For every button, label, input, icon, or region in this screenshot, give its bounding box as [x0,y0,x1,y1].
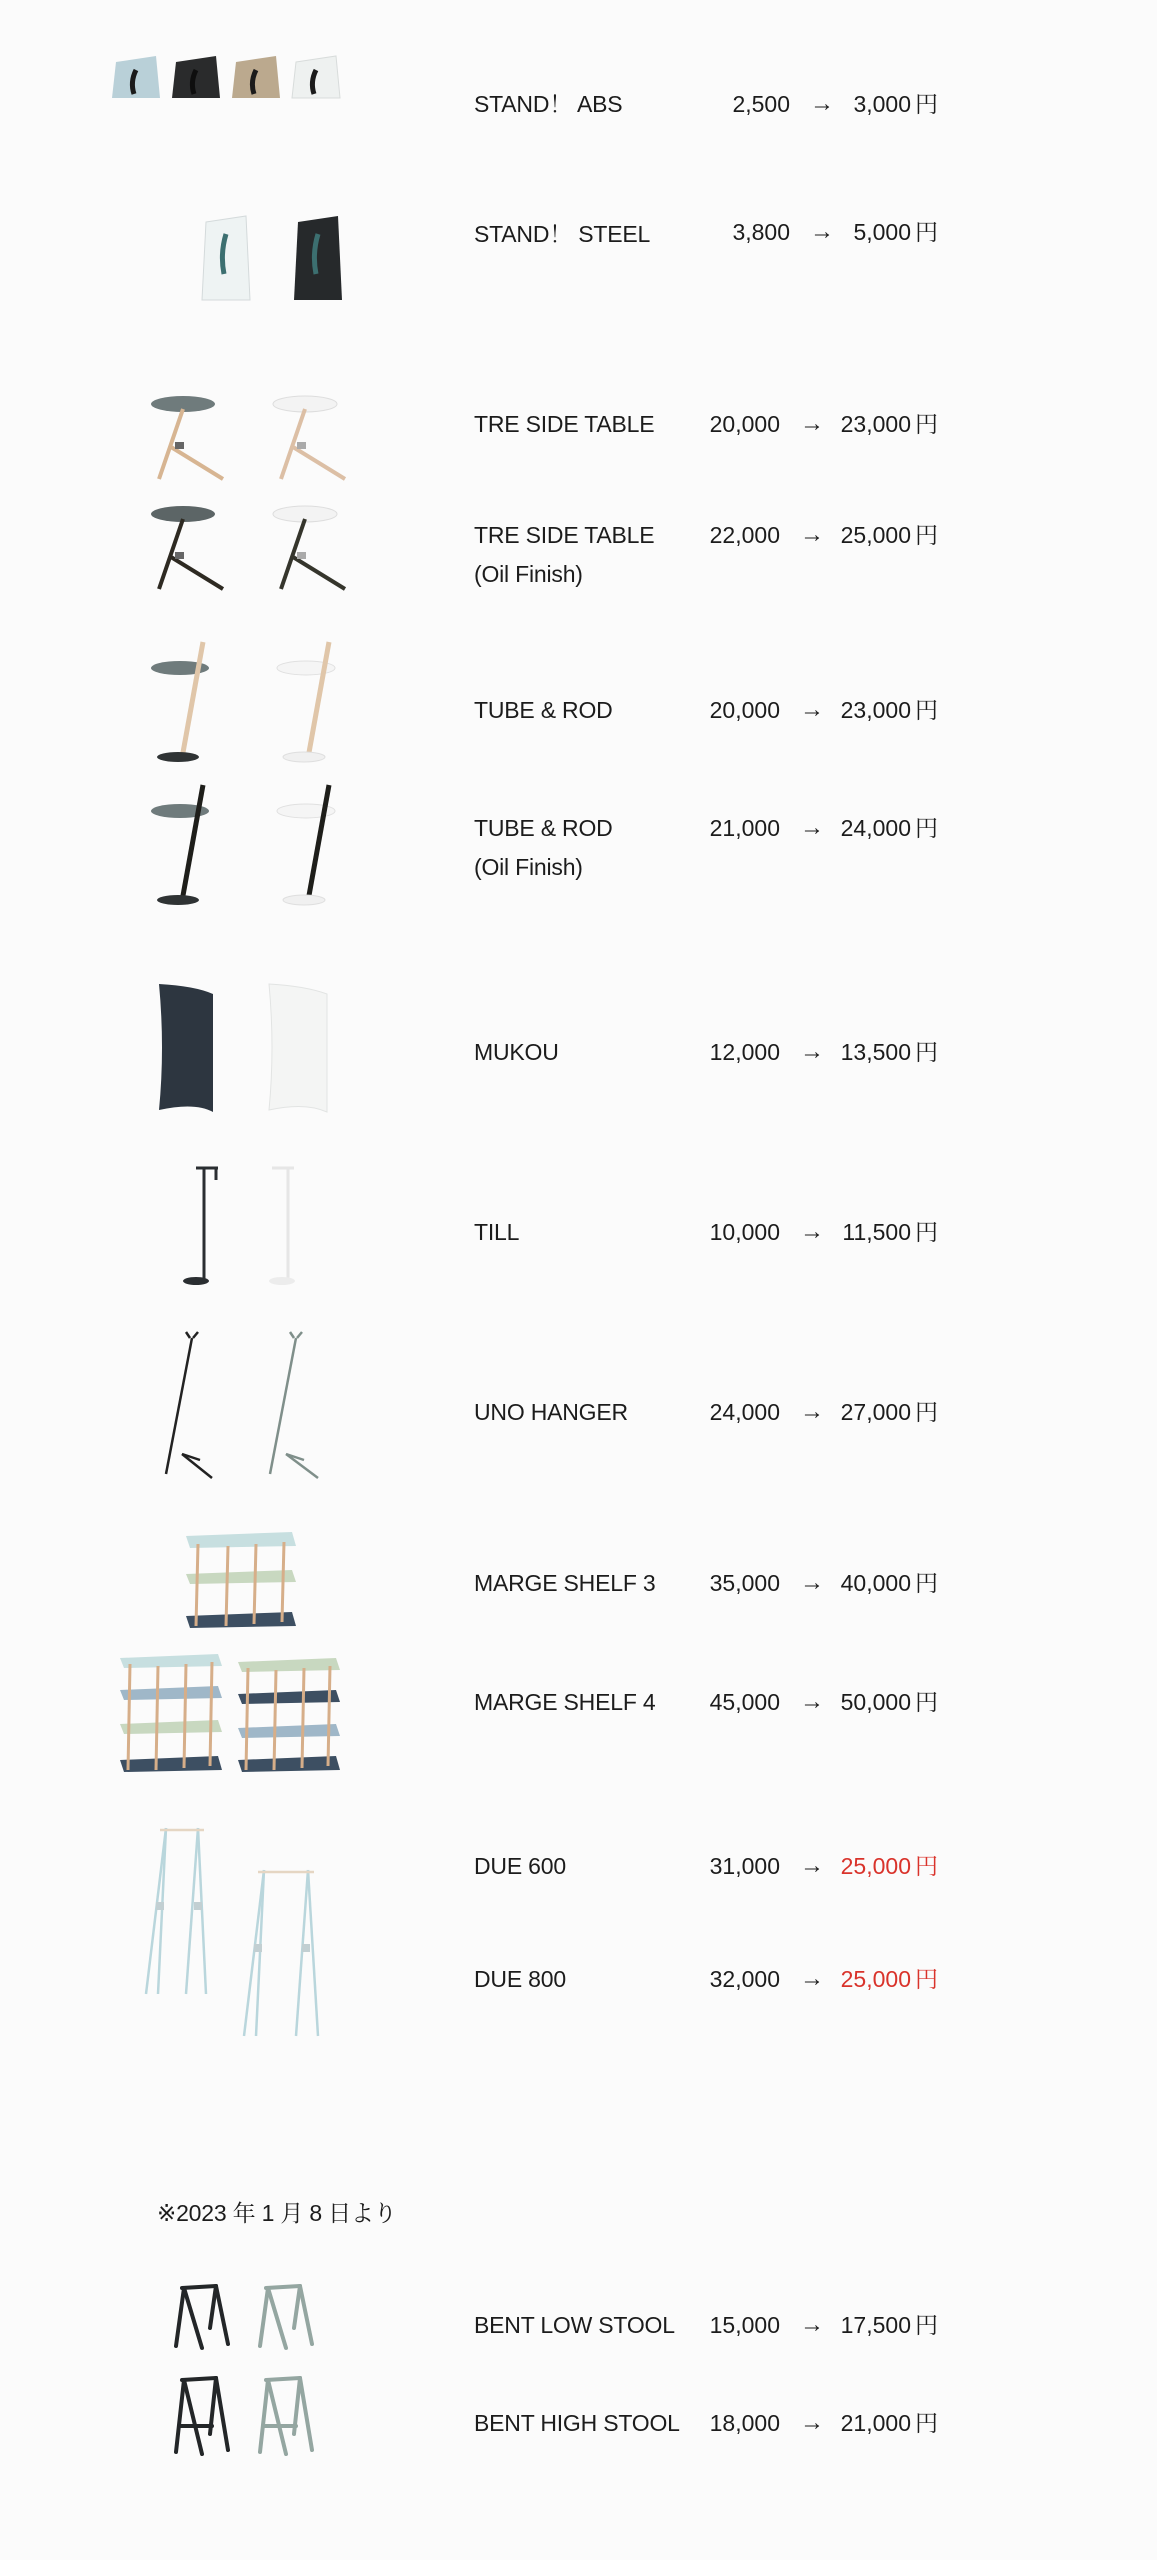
sale-price: 25,000 円 [840,1966,938,1992]
new-price: 21,000 円 [840,2410,938,2436]
new-price: 25,000 円 [840,522,938,548]
new-price: 27,000 円 [840,1399,938,1425]
arrow: → [800,1852,824,1879]
arrow: → [800,2311,824,2338]
old-price: 24,000 [709,1399,780,1425]
product-name: MARGE SHELF 4 [474,1689,656,1715]
new-price: 5,000 円 [853,219,938,245]
new-price: 24,000 円 [840,815,938,841]
product-name: TILL [474,1219,520,1245]
effective-date-note: ※2023 年 1 月 8 日より [157,2200,397,2226]
product-name: DUE 800 [474,1966,566,1992]
old-price: 35,000 [709,1570,780,1596]
arrow: → [800,2409,824,2436]
bent-low-stool-image [172,2282,322,2352]
product-name: DUE 600 [474,1853,566,1879]
tre-side-table-image [145,395,355,485]
old-price: 10,000 [709,1219,780,1245]
product-name: BENT HIGH STOOL [474,2410,680,2436]
new-price: 3,000 円 [853,91,938,117]
marge-shelf-3-image [182,1530,300,1634]
product-name: MARGE SHELF 3 [474,1570,656,1596]
sale-price: 25,000 円 [840,1853,938,1879]
marge-shelf-4-image [118,1652,346,1780]
old-price: 12,000 [709,1039,780,1065]
arrow: → [810,90,834,117]
old-price: 20,000 [709,411,780,437]
new-price: 23,000 円 [840,411,938,437]
old-price: 2,500 [732,91,790,117]
arrow: → [800,1038,824,1065]
new-price: 13,500 円 [840,1039,938,1065]
new-price: 50,000 円 [840,1689,938,1715]
old-price: 31,000 [709,1853,780,1879]
old-price: 22,000 [709,522,780,548]
new-price: 40,000 円 [840,1570,938,1596]
uno-hanger-image [160,1332,330,1480]
new-price: 11,500 円 [842,1219,938,1245]
bent-high-stool-image [172,2374,322,2456]
tre-side-table-oil-image [145,505,355,595]
old-price: 3,800 [732,219,790,245]
old-price: 18,000 [709,2410,780,2436]
tube-and-rod-oil-image [148,783,348,908]
product-name: MUKOU [474,1039,559,1065]
arrow: → [800,814,824,841]
product-subname: (Oil Finish) [474,854,583,880]
arrow: → [800,521,824,548]
stand-steel-image [200,214,345,304]
product-name: STAND！ ABS [474,91,623,117]
old-price: 15,000 [709,2312,780,2338]
till-image [180,1164,310,1286]
arrow: → [800,1965,824,1992]
product-name: TRE SIDE TABLE [474,411,655,437]
stand-abs-image [112,56,347,100]
product-name: STAND！ STEEL [474,221,651,247]
product-name: UNO HANGER [474,1399,628,1425]
arrow: → [810,218,834,245]
new-price: 23,000 円 [840,697,938,723]
product-name: BENT LOW STOOL [474,2312,675,2338]
old-price: 20,000 [709,697,780,723]
arrow: → [800,696,824,723]
arrow: → [800,1688,824,1715]
tube-and-rod-image [148,640,348,765]
product-name: TUBE & ROD [474,697,613,723]
arrow: → [800,410,824,437]
arrow: → [800,1569,824,1596]
product-name: TRE SIDE TABLE [474,522,655,548]
old-price: 45,000 [709,1689,780,1715]
mukou-image [155,982,335,1114]
due-image [142,1822,372,2042]
new-price: 17,500 円 [840,2312,938,2338]
old-price: 32,000 [709,1966,780,1992]
arrow: → [800,1398,824,1425]
arrow: → [800,1218,824,1245]
product-subname: (Oil Finish) [474,561,583,587]
product-name: TUBE & ROD [474,815,613,841]
old-price: 21,000 [709,815,780,841]
